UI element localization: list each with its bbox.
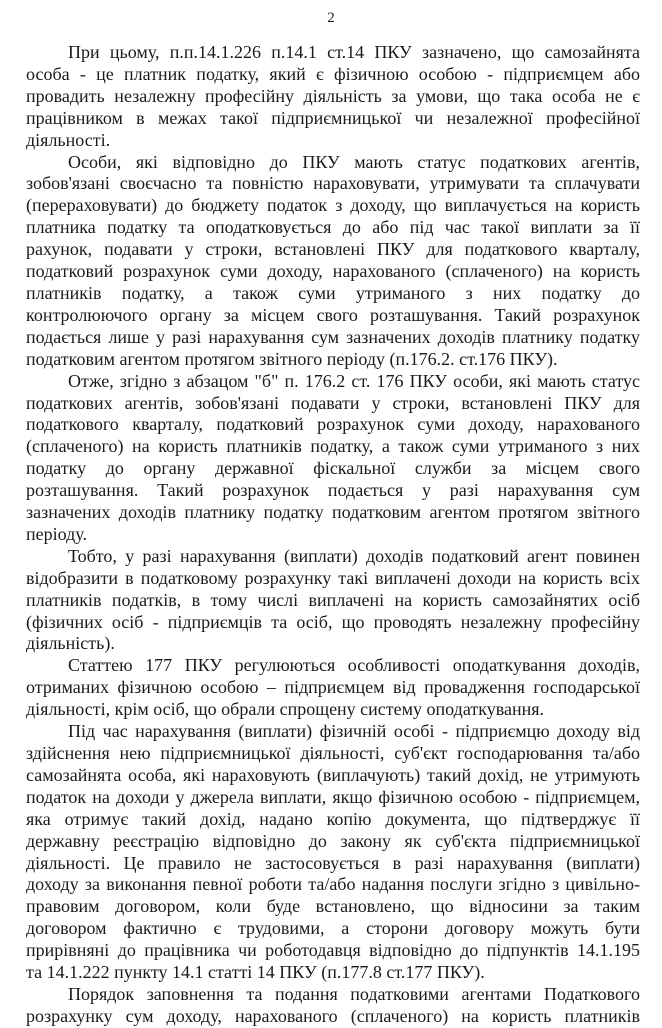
text-line: Під час нарахування (виплати) фізичній особі - підприємцю доходу від: [68, 721, 640, 742]
text-line: податок на доходи у джерела виплати, якщо фізичною особою - підприємцем,: [26, 786, 640, 807]
text-line: здійснення нею підприємницької діяльності, суб'єкт господарювання та/або: [26, 743, 640, 763]
text-line: зазначених доходів платнику податку податковим агентом протягом звітного: [26, 502, 640, 523]
text-line: рахунок, подавати у строки, встановлені ПКУ для податкового кварталу,: [26, 239, 640, 260]
text-line: (перераховувати) до бюджету податок з доходу, що виплачується на користь: [26, 195, 640, 216]
text-line: провадить незалежну професійну діяльність за умови, що така особа не є: [26, 85, 640, 106]
text-line: прирівняні до працівника чи роботодавця відповідно до підпунктів 14.1.195: [26, 940, 640, 961]
text-line: розташування. Такий розрахунок подається у разі нарахування сум: [26, 480, 640, 501]
text-line: платника податку та оподатковується до або під час такої виплати за її: [26, 217, 640, 238]
text-line: договором фактично є трудовими, а сторони договору можуть бути: [26, 918, 640, 939]
text-line: подається лише у разі нарахування сум зазначених доходів платнику податку: [26, 326, 640, 347]
text-line: розрахунку сум доходу, нарахованого (сплаченого) на користь платників: [26, 1005, 640, 1026]
text-line: податкових агентів, зобов'язані подавати у строки, встановлені ПКУ для: [26, 392, 640, 413]
text-line: податкового кварталу, податковий розрахунок суми доходу, нарахованого: [26, 414, 640, 435]
paragraph: [26, 721, 640, 984]
text-line: платників податків, в тому числі виплачені на користь самозайнятих осіб: [26, 589, 640, 610]
document-body: [26, 42, 640, 1028]
text-line: Статтею 177 ПКУ регулюються особливості оподаткування доходів,: [68, 655, 640, 676]
text-line: контролюючого органу за місцем свого розташування. Такий розрахунок: [26, 304, 640, 325]
text-line: Отже, згідно з абзацом "б" п. 176.2 ст. 176 ПКУ особи, які мають статус: [68, 370, 640, 391]
paragraph: [26, 152, 640, 371]
paragraph: [26, 655, 640, 721]
text-line: діяльність).: [26, 633, 115, 654]
text-line: відобразити в податковому розрахунку такі виплачені доходи на користь всіх: [26, 567, 640, 588]
text-line: правовим договором, коли буде встановлено, що відносини за таким: [26, 896, 640, 917]
text-line: При цьому, п.п.14.1.226 п.14.1 ст.14 ПКУ зазначено, що самозайнята: [68, 42, 640, 62]
text-line: (фізичних осіб - підприємців та осіб, що проводять незалежну професійну: [26, 611, 640, 632]
text-line: податку до органу державної фіскальної служби за місцем свого: [26, 458, 640, 479]
text-line: доходу за виконання певної роботи та/або надання послуги згідно з цивільно-: [26, 874, 640, 895]
text-line: державну реєстрацію відповідно до закону як суб'єкта підприємницької: [26, 830, 640, 851]
paragraph: [26, 371, 640, 546]
text-line: отриманих фізичною особою – підприємцем від провадження господарської: [26, 677, 640, 698]
text-line: особа - це платник податку, який є фізичною особою - підприємцем або: [26, 63, 640, 84]
text-line: та 14.1.222 пункту 14.1 статті 14 ПКУ (п.177.8 ст.177 ПКУ).: [26, 962, 485, 983]
text-line: самозайнята особа, які нараховують (виплачують) такий дохід, не утримують: [26, 764, 640, 785]
text-line: Порядок заповнення та подання податковими агентами Податкового: [68, 983, 640, 1004]
text-line: податковим агентом протягом звітного періоду (п.176.2. ст.176 ПКУ).: [26, 348, 558, 369]
page-number: 2: [327, 10, 335, 26]
paragraph: [26, 546, 640, 656]
text-line: працівником в межах такої підприємницької чи незалежної професійної: [26, 107, 640, 128]
paragraph: [26, 42, 640, 152]
text-line: Особи, які відповідно до ПКУ мають статус податкових агентів,: [68, 151, 640, 172]
text-line: діяльності, крім осіб, що обрали спрощену систему оподаткування.: [26, 699, 544, 720]
text-line: Тобто, у разі нарахування (виплати) доходів податковий агент повинен: [68, 545, 640, 566]
text-line: яка отримує такий дохід, надано копію документа, що підтверджує її: [26, 808, 640, 829]
text-line: податковий розрахунок суми доходу, нарахованого (сплаченого) на користь: [26, 261, 640, 282]
text-line: (сплаченого) на користь платників податку, а також суми утриманого з них: [26, 436, 640, 457]
text-line: платників податку, а також суми утриманого з них податку до: [26, 282, 640, 303]
text-line: діяльності.: [26, 129, 111, 150]
text-line: зобов'язані своєчасно та повністю нараховувати, утримувати та сплачувати: [26, 173, 640, 194]
text-line: діяльності. Це правило не застосовується в разі нарахування (виплати): [26, 852, 640, 873]
text-line: періоду.: [26, 523, 87, 544]
paragraph: [26, 984, 640, 1028]
